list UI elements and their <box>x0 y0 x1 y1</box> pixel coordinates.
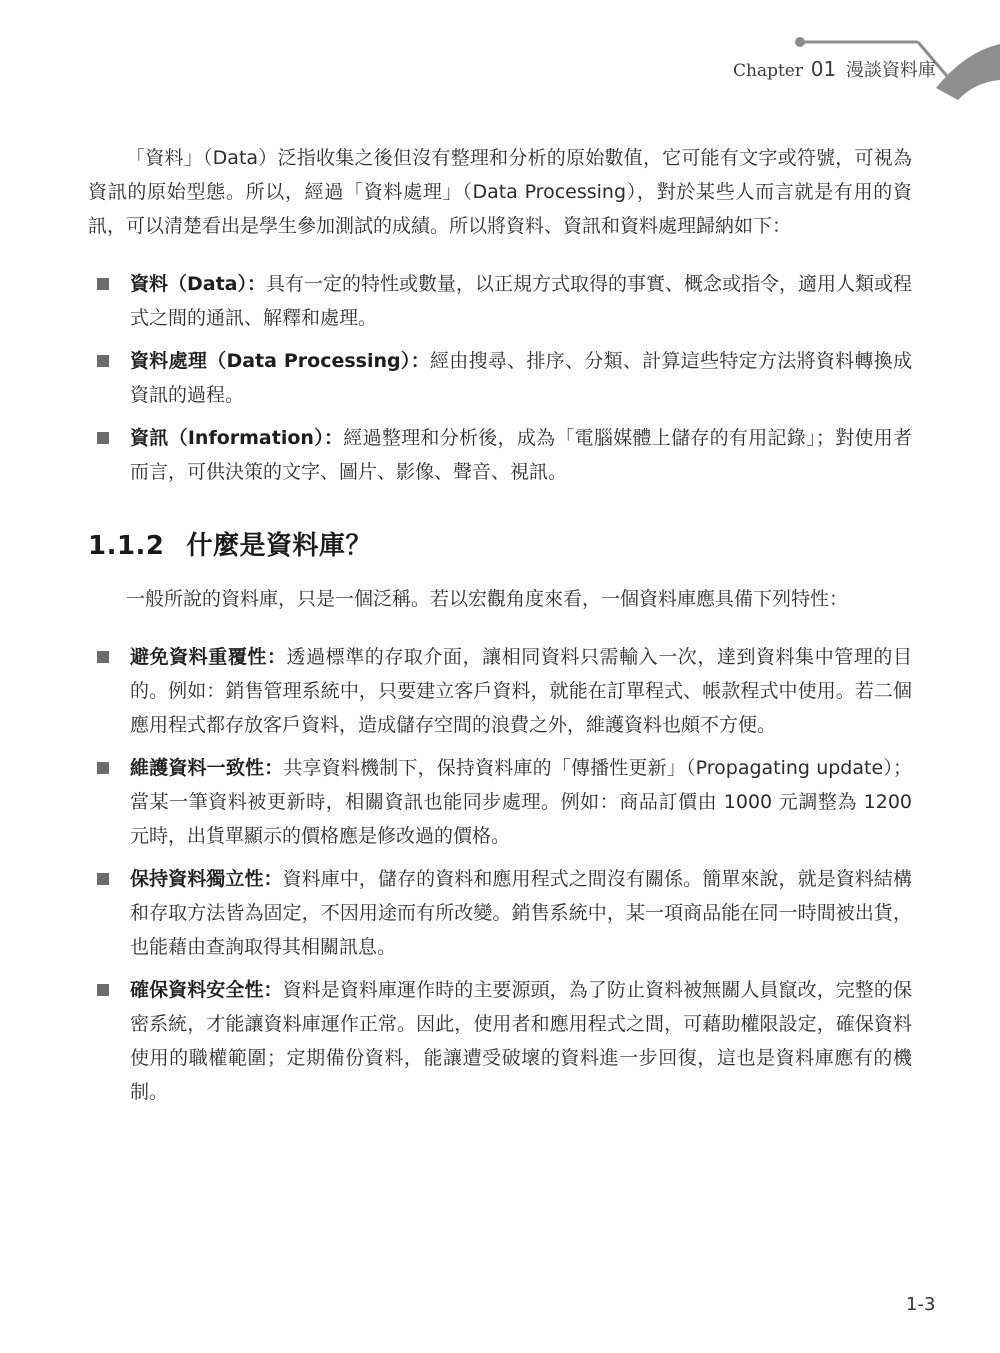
section-heading <box>88 525 912 562</box>
feature-text: 共享資料機制下，保持資料庫的「傳播性更新」（Propagating update）；當某一筆資料被更新時，相關資訊也能同步處理。例如：商品訂價由 1000 元調整為 1200 元時，出貨單顯示的價格應是修改過的價格。 <box>130 757 912 847</box>
square-bullet-icon <box>97 984 109 996</box>
running-header <box>733 56 936 82</box>
square-bullet-icon <box>97 873 109 885</box>
feature-list <box>88 640 912 1109</box>
definition-text: 經由搜尋、排序、分類、計算這些特定方法將資料轉換成資訊的過程。 <box>130 350 912 406</box>
definition-term: 資料（Data）： <box>130 273 266 295</box>
feature-text: 資料是資料庫運作時的主要源頭，為了防止資料被無關人員竄改，完整的保密系統，才能讓資料庫運作正常。因此，使用者和應用程式之間，可藉助權限設定，確保資料使用的職權範圍；定期備份資料，能讓遭受破壞的資料進一步回復，這也是資料庫應有的機制。 <box>130 979 912 1103</box>
section-title: 什麼是資料庫？ <box>186 531 373 561</box>
list-item <box>88 267 912 335</box>
header-chapter-title: 漫談資料庫 <box>845 60 936 81</box>
list-item <box>88 640 912 742</box>
definition-term: 資訊（Information）： <box>130 427 344 449</box>
feature-term: 確保資料安全性： <box>130 979 283 1001</box>
square-bullet-icon <box>97 651 109 663</box>
feature-text: 資料庫中，儲存的資料和應用程式之間沒有關係。簡單來說，就是資料結構和存取方法皆為固定，不因用途而有所改變。銷售系統中，某一項商品能在同一時間被出貨，也能藉由查詢取得其相關訊息。 <box>130 868 912 958</box>
feature-term: 維護資料一致性： <box>130 757 284 779</box>
definition-text: 具有一定的特性或數量，以正規方式取得的事實、概念或指令，適用人類或程式之間的通訊、解釋和處理。 <box>130 273 913 329</box>
list-item <box>88 973 912 1109</box>
list-item <box>88 751 912 853</box>
feature-text: 透過標準的存取介面，讓相同資料只需輸入一次，達到資料集中管理的目的。例如：銷售管理系統中，只要建立客戶資料，就能在訂單程式、帳款程式中使用。若二個應用程式都存放客戶資料，造成儲存空間的浪費之外，維護資料也頗不方便。 <box>130 646 912 736</box>
list-item <box>88 344 912 412</box>
definition-term: 資料處理（Data Processing）： <box>130 350 430 372</box>
square-bullet-icon <box>97 762 109 774</box>
feature-term: 避免資料重覆性： <box>130 646 287 668</box>
square-bullet-icon <box>97 432 109 444</box>
definition-text: 經過整理和分析後，成為「電腦媒體上儲存的有用記錄」；對使用者而言，可供決策的文字、圖片、影像、聲音、視訊。 <box>130 427 912 483</box>
feature-term: 保持資料獨立性： <box>130 868 283 890</box>
section-paragraph: 一般所說的資料庫，只是一個泛稱。若以宏觀角度來看，一個資料庫應具備下列特性： <box>126 588 849 610</box>
square-bullet-icon <box>97 278 109 290</box>
list-item <box>88 421 912 489</box>
list-item <box>88 862 912 964</box>
page-number: 1-3 <box>906 1294 936 1315</box>
section-number: 1.1.2 <box>88 531 165 561</box>
definition-list <box>88 267 912 489</box>
header-chapter-number: 01 <box>810 57 837 81</box>
square-bullet-icon <box>97 355 109 367</box>
page-content <box>88 141 912 1118</box>
header-chapter-word: Chapter <box>733 61 803 81</box>
intro-paragraph: 「資料」（Data）泛指收集之後但沒有整理和分析的原始數值，它可能有文字或符號，可視為資訊的原始型態。所以，經過「資料處理」（Data Processing），對於某些人而言就是有用的資訊，可以清楚看出是學生參加測試的成績。所以將資料、資訊和資料處理歸納如下： <box>88 147 912 237</box>
